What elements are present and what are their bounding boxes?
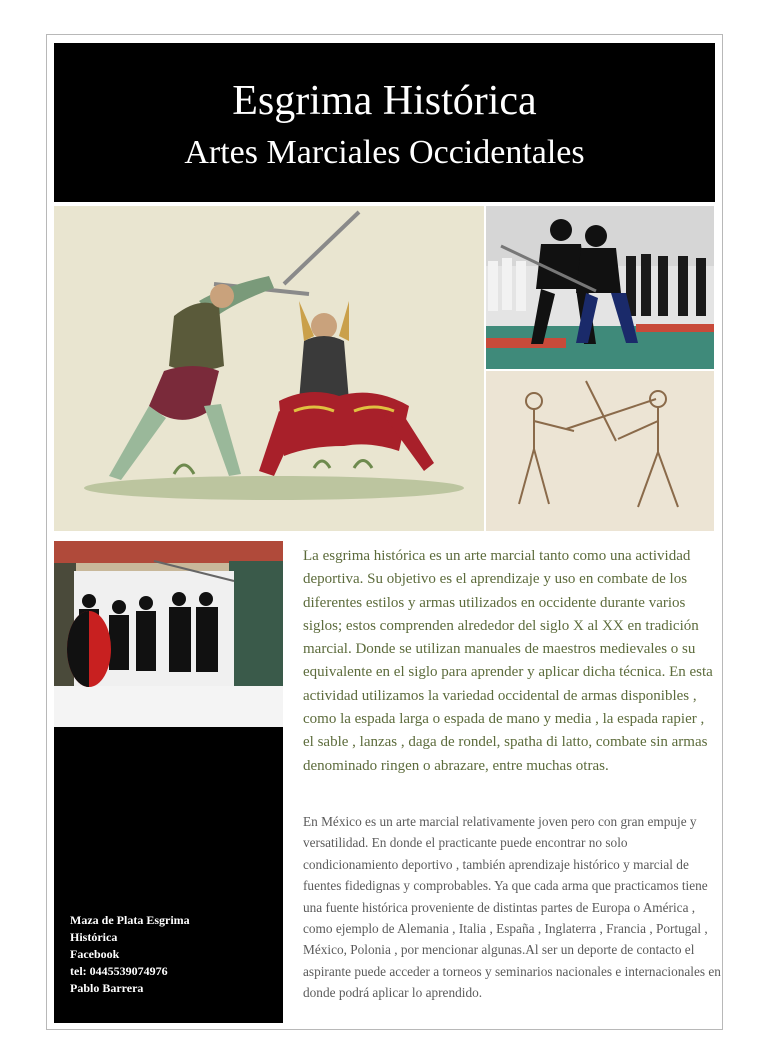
page-subtitle: Artes Marciales Occidentales: [184, 134, 585, 171]
mexico-paragraph: En México es un arte marcial relativamente joven pero con gran empuje y versatilidad. En donde el practicante puede encontrar no solo condicionamiento deportivo , también aprendizaje histórico y marcial de fuentes fidedignas y comprobables. Ya que cada arma que practicamos tiene una fuente histórica proveniente de distintas partes de Europa o América , como ejemplo de Alemania , Italia , España , Inglaterra , Francia , Portugal , México, Polonia , por mencionar algunas.Al ser un deporte de contacto el aspirante puede acceder a torneos y seminarios nacionales e internacionales en donde podrá aplicar lo aprendido.: [303, 814, 721, 1001]
page-title: Esgrima Histórica: [232, 78, 537, 124]
intro-paragraph: La esgrima histórica es un arte marcial tanto como una actividad deportiva. Su objetivo es el aprendizaje y uso en combate de los diferentes estilos y armas utilizados en occidente durante varios siglos; estos comprenden alrededor del siglo X al XX en tradición marcial. Donde se utilizan manuales de maestros medievales o su equivalente en el siglo para aprender y aplicar dicha técnica. En esta actividad utilizamos la variedad occidental de armas disponibles , como la espada larga o espada de mano y media , la espada rapier , el sable , lanzas , daga de rondel, spatha di latto, combate sin armas denominado ringen o abrazare, entre muchas otras.: [303, 548, 713, 774]
contact-name-cont: Histórica: [70, 930, 118, 944]
group-photo-image: [54, 541, 283, 727]
contact-name: Maza de Plata Esgrima: [70, 913, 190, 927]
contact-panel: [54, 727, 283, 1023]
fencers-illustration-image: [54, 206, 484, 531]
page-sheet: [46, 34, 723, 1030]
contact-person: Pablo Barrera: [70, 981, 144, 995]
sparring-photo-image: [486, 206, 714, 369]
swordsmen-sketch-image: [486, 371, 714, 531]
title-banner: [54, 43, 715, 202]
contact-facebook: Facebook: [70, 947, 120, 961]
contact-phone: tel: 0445539074976: [70, 964, 168, 978]
